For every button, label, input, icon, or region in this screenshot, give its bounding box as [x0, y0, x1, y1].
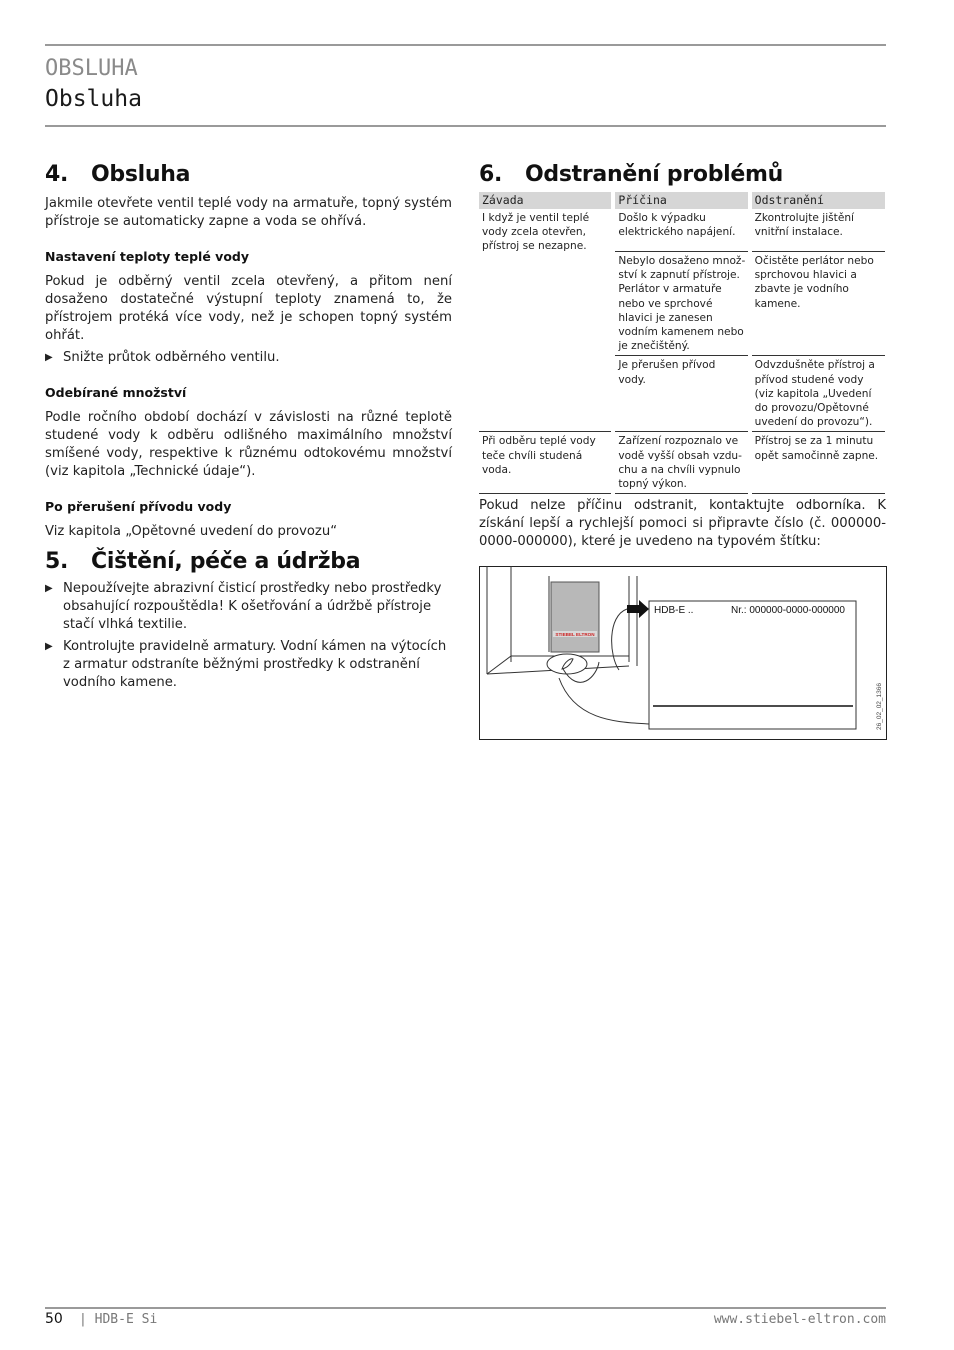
table-row — [479, 209, 885, 252]
section-4-intro: Jakmile otevřete ventil teplé vody na armatuře, topný systém přístroje se automaticky zapne a voda se ohřívá. — [45, 196, 452, 229]
cause-cell: Je přerušen přívod vody. — [615, 356, 747, 432]
header-cause: Příčina — [615, 192, 747, 209]
appliance-panel — [551, 582, 599, 652]
table-header-row — [479, 192, 885, 209]
header-rule-bottom — [45, 125, 886, 127]
paragraph-interruption: Viz kapitola „Opětovné uvedení do provozu“ — [45, 524, 338, 539]
paragraph-contact: Pokud nelze příčinu odstranit, kontaktujte odborníka. K získání lepší a rychlejší pomoci si připravte číslo (č. 000000-0000-000000), které je uvedeno na typovém štítku: — [479, 498, 886, 549]
website-link[interactable]: www.stiebel-eltron.com — [713, 1312, 886, 1327]
remedy-cell: Přístroj se za 1 minutu opět samočinně zapne. — [752, 432, 885, 494]
section-5-heading: 5. Čištění, péče a údržba — [45, 549, 361, 574]
section-4 — [45, 162, 452, 541]
table-row — [479, 432, 885, 494]
bullet-reduce-flow: ▶ Snižte průtok odběrného ventilu. — [45, 349, 452, 367]
cause-cell: Nebylo dosaženo množství k zapnutí přístroje. Perlátor v armatuře nebo ve sprchové hlavici je zanesen vodním kamenem nebo je znečištěný. — [615, 252, 747, 356]
figure-code: 26_02_02_1366 — [876, 683, 883, 730]
plate-model: HDB-E .. — [654, 605, 694, 616]
section-6 — [479, 162, 886, 187]
subheading-interruption: Po přerušení přívodu vody — [45, 499, 232, 514]
remedy-cell: Zkontrolujte jištění vnitřní instalace. — [752, 209, 885, 252]
type-plate — [649, 601, 856, 729]
bullet-check-fittings: ▶ Kontrolujte pravidelně armatury. Vodní kámen na výtocích z armatur odstraníte běžnými prostředky k odstranění vodního kamene. — [45, 638, 452, 692]
paragraph-temperature: Pokud je odběrný ventil zcela otevřený, a přitom není dosaženo dostatečné výstupní teploty znamená to, že přístrojem protéká více vody, než je schopen topný systém ohřát. — [45, 274, 452, 343]
page-number: 50 — [45, 1311, 63, 1327]
section-6-heading: 6. Odstranění problémů — [479, 162, 784, 187]
fault-cell: Při odběru teplé vody teče chvíli studená voda. — [479, 432, 611, 494]
header-title: Obsluha — [45, 86, 142, 112]
remedy-cell: Odvzdušněte přístroj a přívod studené vody (viz kapitola „Uvedení do provozu/Opětovné uvedení do provozu“). — [752, 356, 885, 432]
type-plate-figure — [479, 566, 887, 740]
document-name: | HDB-E Si — [79, 1312, 158, 1327]
remedy-cell: Očistěte perlátor nebo sprchovou hlavici a zbavte je vodního kamene. — [752, 252, 885, 356]
subheading-temperature: Nastavení teploty teplé vody — [45, 249, 250, 264]
cause-cell: Zařízení rozpoznalo ve vodě vyšší obsah vzduchu a na chvíli vypnulo topný výkon. — [615, 432, 747, 494]
header-remedy: Odstranění — [752, 192, 885, 209]
cause-cell: Došlo k výpadku elektrického napájení. — [615, 209, 747, 252]
section-4-heading: 4. Obsluha — [45, 162, 191, 187]
header-title-caps: OBSLUHA — [45, 56, 138, 81]
plate-serial: Nr.: 000000-0000-000000 — [731, 605, 845, 616]
bullet-no-abrasive: ▶ Nepoužívejte abrazivní čisticí prostředky nebo prostředky obsahující rozpouštědla! K ošetřování a údržbě přístroje stačí vlhká textilie. — [45, 580, 452, 634]
header-rule-top — [45, 44, 886, 46]
brand-logo-text: STIEBEL ELTRON — [555, 632, 595, 637]
footer-rule — [45, 1307, 886, 1309]
fault-cell: I když je ventil teplé vody zcela otevřen, přístroj se nezapne. — [479, 209, 611, 432]
troubleshooting-table — [479, 192, 885, 494]
paragraph-quantity: Podle ročního období dochází v závislosti na různé teplotě studené vody k odběru odlišného maximálního množství smíšené vody, respektive k různému odtokovému množství (viz kapitola „Technické údaje“). — [45, 410, 452, 479]
header-fault: Závada — [479, 192, 611, 209]
section-5 — [45, 549, 452, 692]
subheading-quantity: Odebírané množství — [45, 385, 187, 400]
